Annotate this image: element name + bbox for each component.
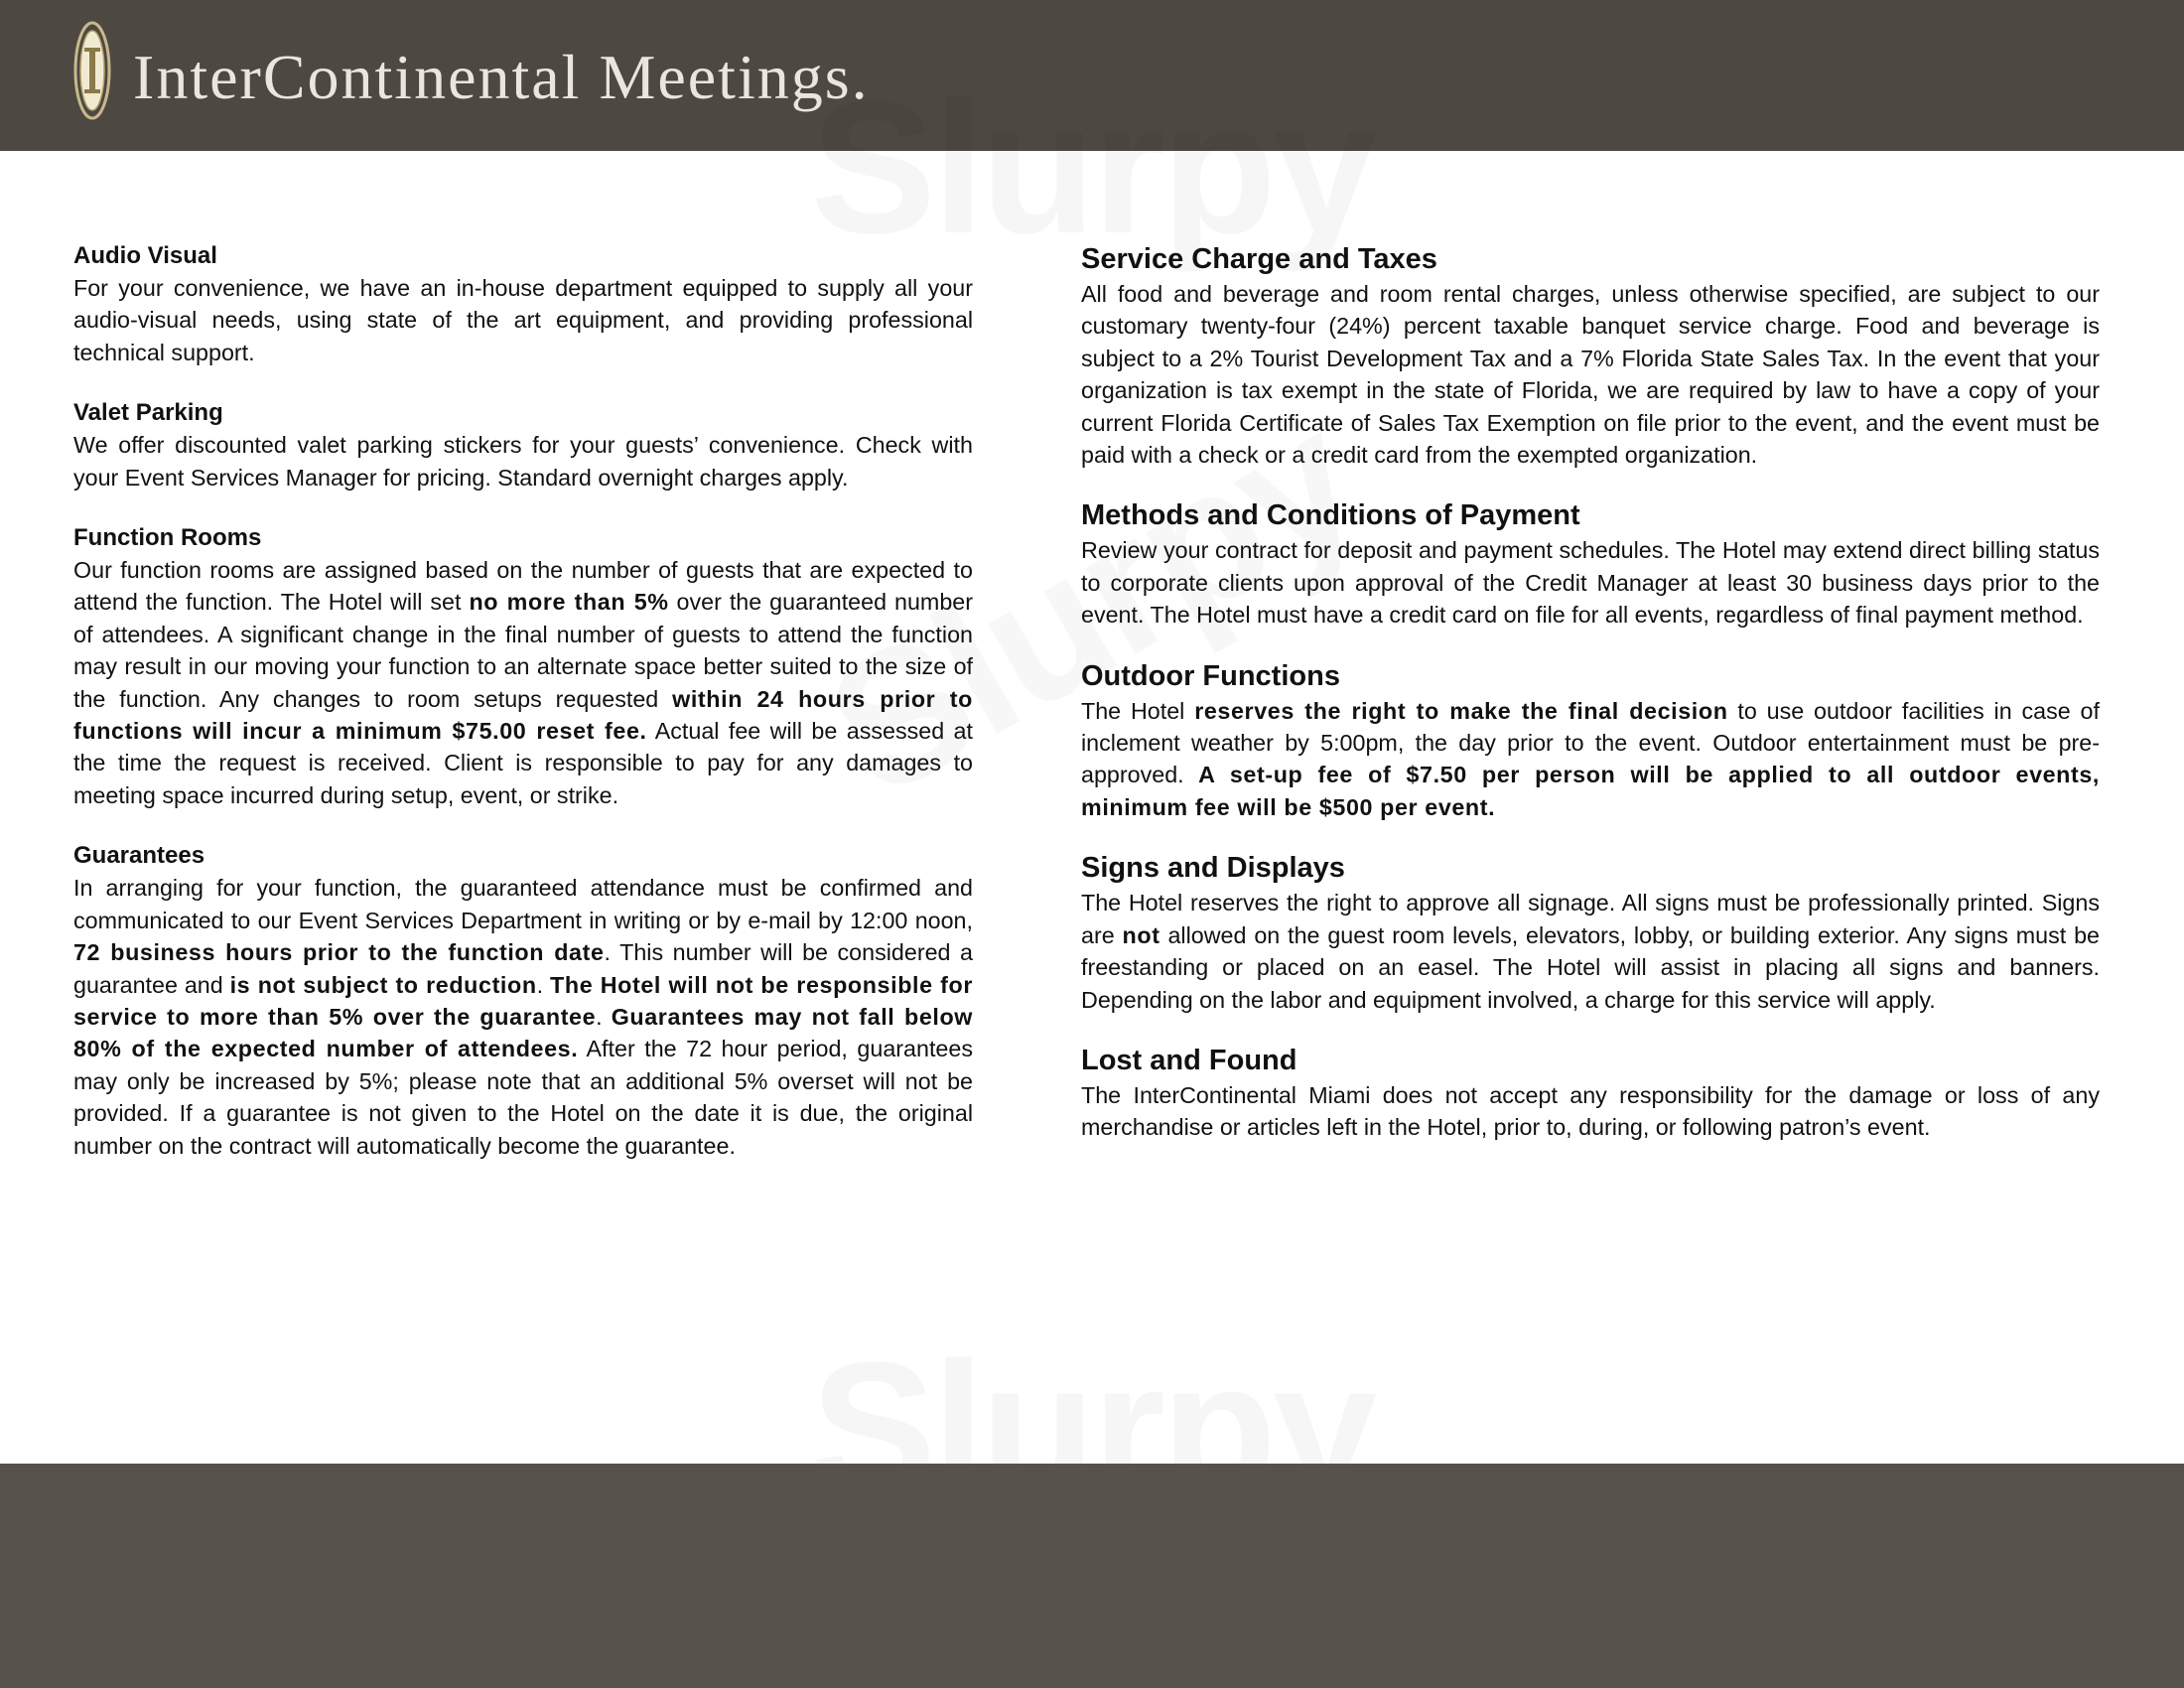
emphasis-text: A set-up fee of $7.50 per person will be applied to all outdoor events, minimum fee will be $500 per event. [1081, 762, 2100, 820]
body-text: Our function rooms are assigned based on the number of guests that are expected to attend the function. The Hotel will set [73, 557, 973, 616]
emphasis-text: reserves the right to make the final decision [1194, 697, 1728, 724]
emphasis-text: within 24 hours prior to functions will incur a minimum $75.00 reset fee. [73, 685, 973, 745]
section-paragraph [1081, 278, 2100, 471]
body-text: Review your contract for deposit and payment schedules. The Hotel may extend direct billing status to corporate clients upon approval of the Credit Manager at least 30 business days prior to the event. The Hotel must have a credit card on file for all events, regardless of final payment method. [1081, 537, 2100, 629]
section-title: Valet Parking [73, 399, 223, 427]
body-text: We offer discounted valet parking stickers for your guests’ convenience. Check with your Event Services Manager for pricing. Standard overnight charges apply. [73, 432, 973, 491]
section-paragraph [1081, 695, 2100, 824]
emphasis-text: is not subject to reduction [229, 971, 537, 998]
section-paragraph [73, 429, 973, 493]
body-text: The Hotel reserves the right to approve all signage. All signs must be professionally printed. Signs are [1081, 890, 2100, 948]
content-section [1081, 849, 2100, 1016]
content-section [73, 522, 973, 811]
section-paragraph [73, 872, 973, 1162]
content-section [73, 240, 973, 368]
body-text: . [536, 971, 551, 998]
intercontinental-seal-icon [73, 20, 111, 121]
section-title: Methods and Conditions of Payment [1081, 499, 1580, 532]
left-column [73, 240, 973, 1191]
right-column [1081, 240, 2100, 1170]
section-title: Signs and Displays [1081, 852, 1345, 885]
body-text: The Hotel [1081, 697, 1195, 724]
body-text: . This number will be considered a guarantee and [73, 939, 973, 998]
content-section [1081, 240, 2100, 471]
content-section [73, 840, 973, 1162]
section-paragraph [73, 272, 973, 368]
section-title: Lost and Found [1081, 1044, 1297, 1076]
body-text: For your convenience, we have an in-house department equipped to supply all your audio-visual needs, using state of the art equipment, and providing professional technical support. [73, 275, 973, 365]
page-header [0, 0, 2184, 151]
section-paragraph [1081, 534, 2100, 631]
section-title: Guarantees [73, 842, 205, 870]
content-section [73, 397, 973, 493]
content-section [1081, 1042, 2100, 1144]
body-text: The InterContinental Miami does not accept any responsibility for the damage or loss of any merchandise or articles left in the Hotel, prior to, during, or following patron’s event. [1081, 1081, 2100, 1141]
body-text: After the 72 hour period, guarantees may only be increased by 5%; please note that an additional 5% overset will not be provided. If a guarantee is not given to the Hotel on the date it is due, the original number on the contract will automatically become the guarantee. [73, 1036, 973, 1159]
section-paragraph [1081, 887, 2100, 1016]
content-section [1081, 496, 2100, 631]
emphasis-text: The Hotel will not be responsible for service to more than 5% over the guarantee [73, 971, 973, 1030]
emphasis-text: Guarantees may not fall below 80% of the expected number of attendees. [73, 1003, 974, 1062]
emphasis-text: no more than 5% [469, 589, 669, 616]
section-title: Function Rooms [73, 524, 262, 552]
body-text: All food and beverage and room rental charges, unless otherwise specified, are subject to our customary twenty-four (24%) percent taxable banquet service charge. Food and beverage is subject to a 2% Tourist Development Tax and a 7% Florida State Sales Tax. In the event that your organization is tax exempt in the state of Florida, we are required by law to have a copy of your current Florida Certificate of Sales Tax Exemption on file prior to the event, and the event must be paid with a check or a credit card from the exempted organization. [1081, 281, 2100, 469]
emphasis-text: not [1122, 921, 1160, 948]
section-title: Outdoor Functions [1081, 659, 1340, 692]
page-footer [0, 1464, 2184, 1688]
body-text: to use outdoor facilities in case of inclement weather by 5:00pm, the day prior to the event. Outdoor entertainment must be pre-approved. [1081, 697, 2100, 788]
section-paragraph [1081, 1079, 2100, 1144]
content-section [1081, 657, 2100, 824]
section-paragraph [73, 554, 973, 811]
section-title: Service Charge and Taxes [1081, 243, 1437, 275]
emphasis-text: 72 business hours prior to the function date [73, 939, 605, 966]
body-text: over the guaranteed number of attendees. A significant change in the final number of guests to attend the function may result in our moving your function to an alternate space better suited to the size of the function. Any changes to room setups requested [73, 589, 973, 712]
section-title: Audio Visual [73, 242, 217, 269]
body-text: In arranging for your function, the guaranteed attendance must be confirmed and communicated to our Event Services Department in writing or by e-mail by 12:00 noon, [73, 875, 973, 933]
brand-wordmark: InterContinental Meetings. [133, 42, 870, 112]
body-text: . [596, 1003, 612, 1030]
body-text: allowed on the guest room levels, elevators, lobby, or building exterior. Any signs must be freestanding or placed on an easel. The Hotel will assist in placing all signs and banners. Depending on the labor and equipment involved, a charge for this service will apply. [1081, 921, 2100, 1013]
body-text: Actual fee will be assessed at the time the request is received. Client is responsible to pay for any damages to meeting space incurred during setup, event, or strike. [73, 718, 973, 808]
